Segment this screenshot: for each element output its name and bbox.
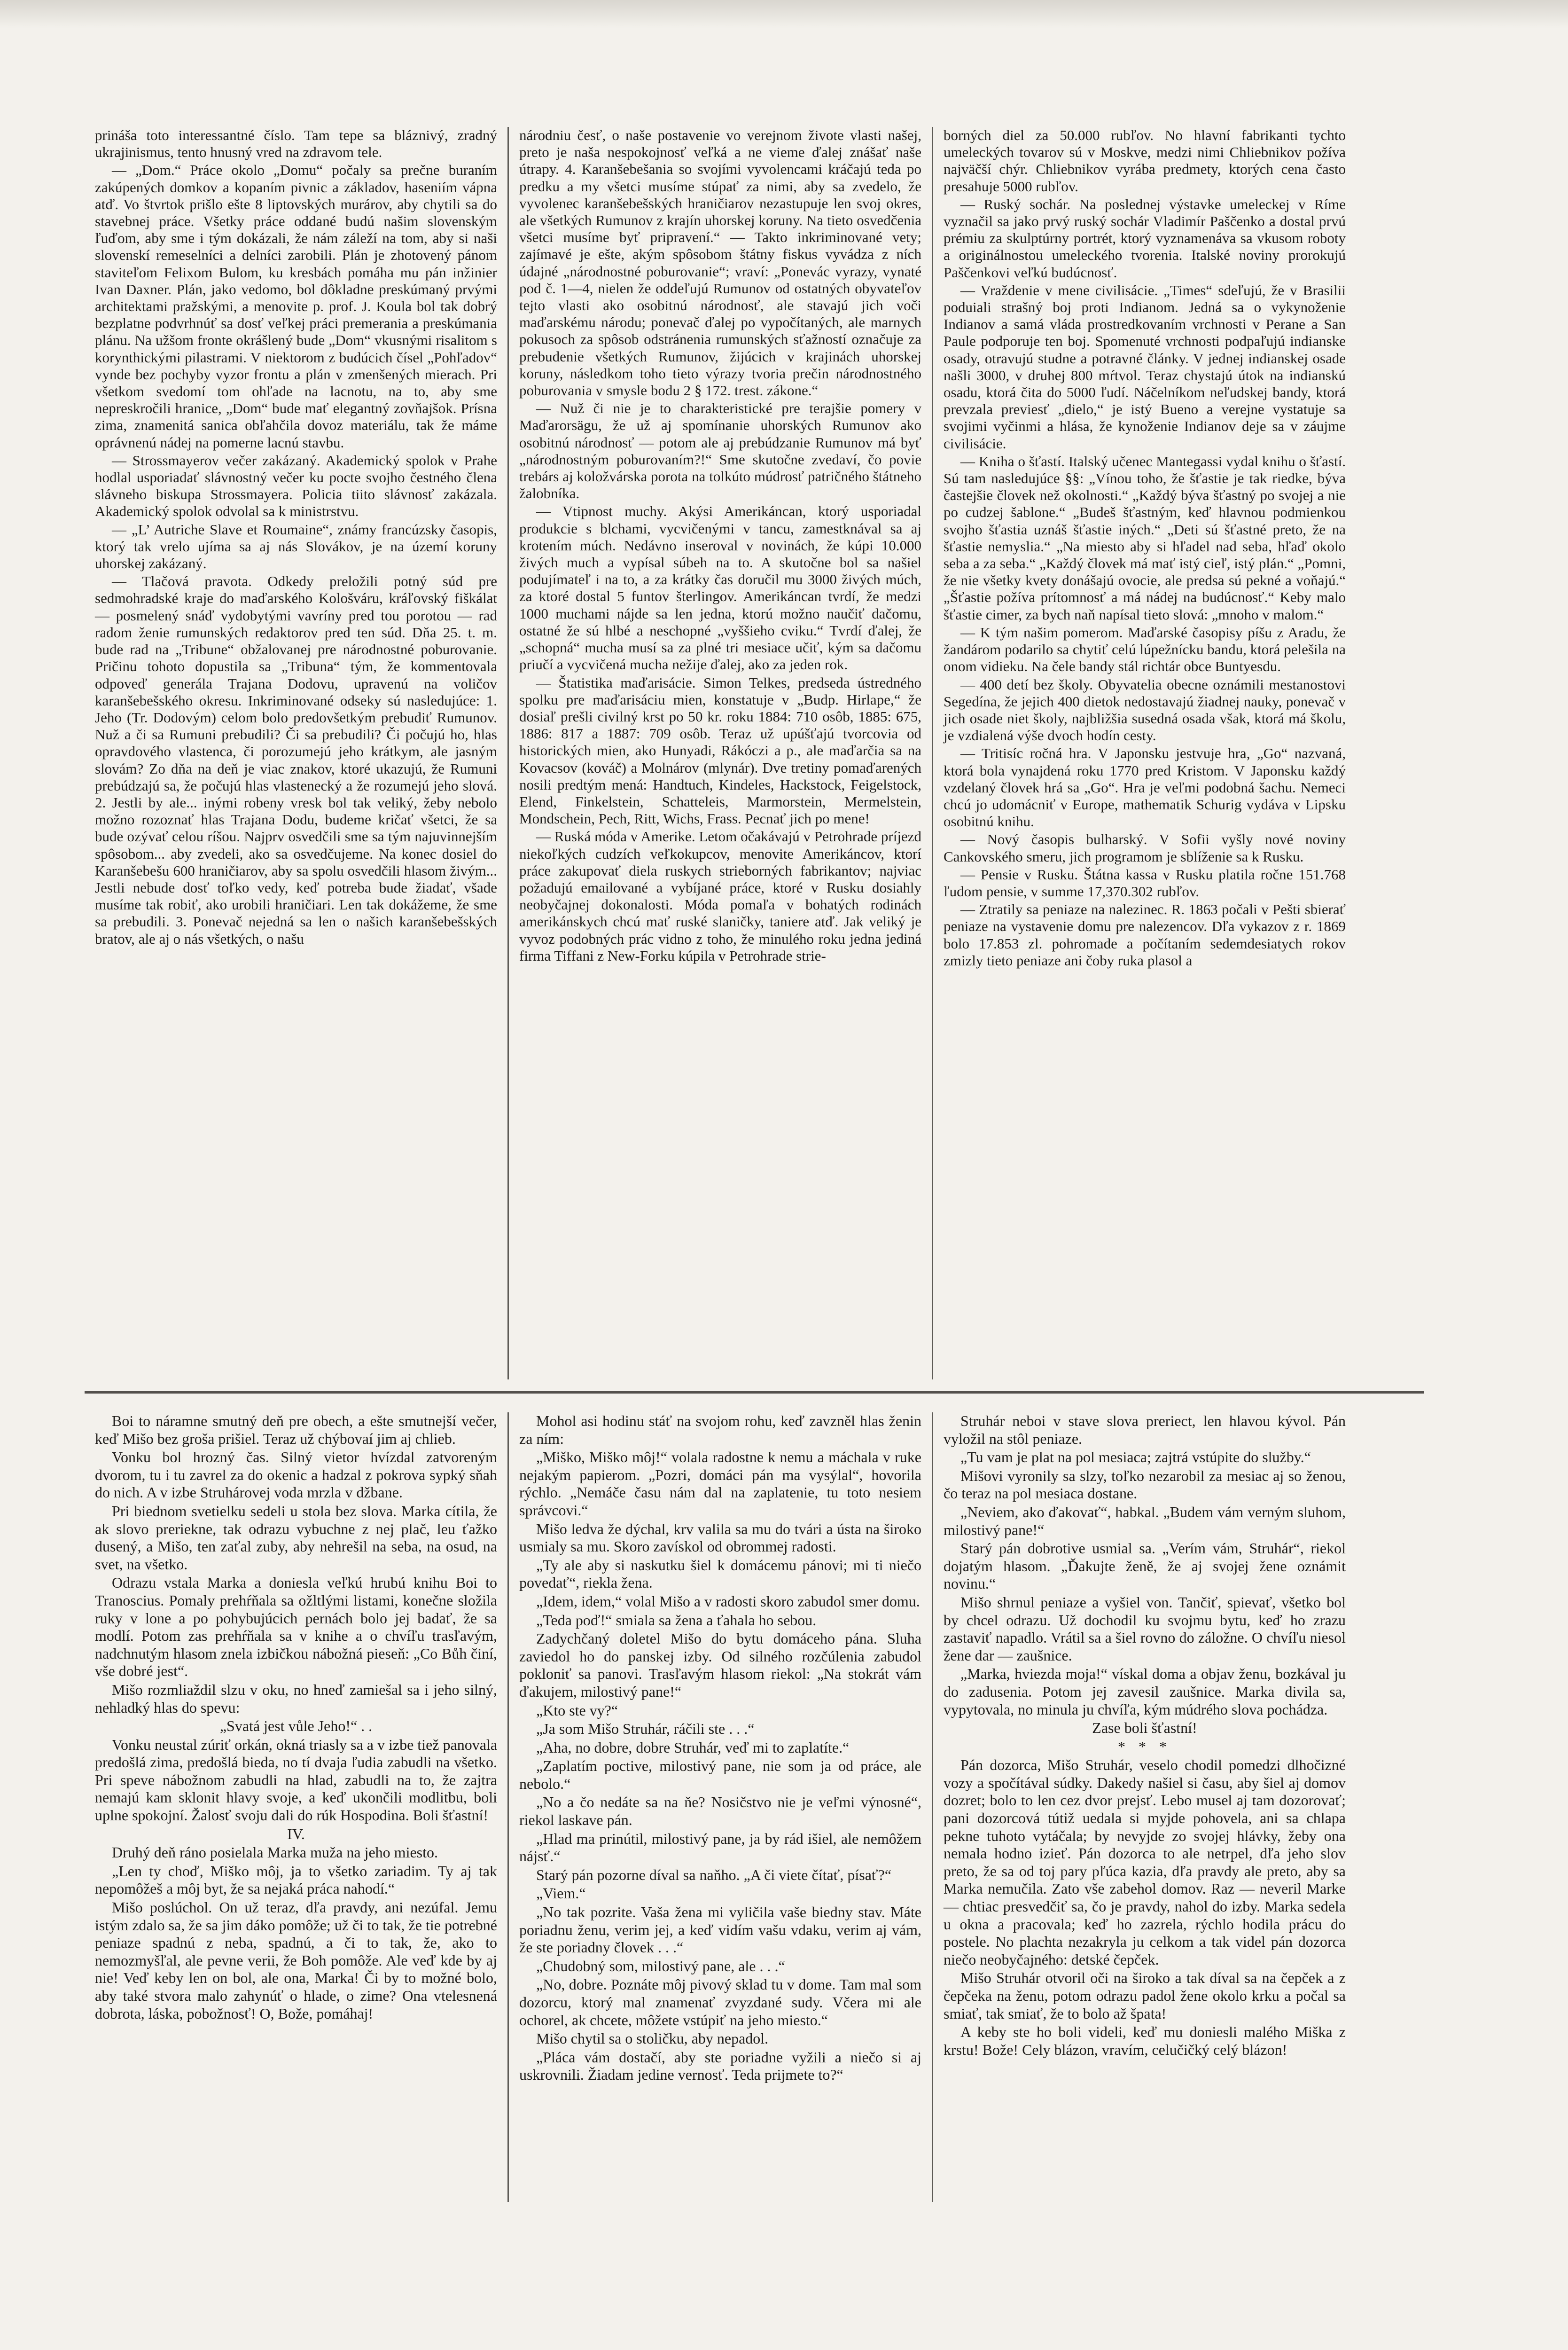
paragraph: „Teda poď!“ smiala sa žena a ťahala ho sebou. <box>536 1611 817 1629</box>
paragraph: Mišo chytil sa o stoličku, aby nepadol. <box>536 2030 769 2047</box>
paragraph: Pri biednom svetielku sedeli u stola bez slova. Marka cítila, že ak slovo prerieknе, tak odrazu vybuchne z nej plač, leu ťažko dusený, a Mišo, ten zaťal zuby, aby nehrešil na seba, na osud, na svet, na všetko. <box>95 1502 497 1573</box>
paragraph: Mohol asi hodinu stáť na svojom rohu, keď zavzněl hlas ženin za ním: <box>519 1412 921 1447</box>
paragraph: „Ja som Mišo Struhár, ráčili ste . . .“ <box>536 1720 755 1738</box>
paragraph: „Marka, hviezda moja!“ vískal doma a objav ženu, bozkával ju do zadusenia. Potom jej zavesil zaušnice. Marka divila sa, vypytovala, no minula ju chvíľa, kým múdrého slova pochádza. <box>944 1665 1346 1718</box>
paragraph: „Pláca vám dostačí, aby ste poriadne vyžili a niečo si aj uskrovnili. Žiadam jedine vernosť. Teda prijmete to?“ <box>519 2048 921 2084</box>
paragraph: Mišo shrnul peniaze a vyšiel von. Tančiť, spievať, všetko bol by chcel odrazu. Už dochodil ku svojmu bytu, keď ho zrazu zastaviť napadlo. Vrátil sa a šiel rovno do záložne. O chvíľu niesol žene dar — zaušnice. <box>944 1593 1346 1664</box>
section-divider <box>85 1391 1424 1394</box>
paragraph: — Tlačová pravota. Odkedy preložili potný súd pre sedmohradské kraje do maďarského Kološváru, kráľovský fiškálat — posmelený snáď vydobytými vavríny pred tou porotou — rad radom ženie rumunských redaktorov pred ten súd. Dňa 25. t. m. bude rad na „Tribune“ obžalovanej pre národnostné poburovanie. Pričinu tohoto dopustila sa „Tribuna“ tým, že kommentovala odpoveď generála Trajana Dodovu, upravenú na voličov karanšebešského okresu. Inkriminované odseky sú nasledujúce: 1. Jeho (Tr. Dodovým) celom bolo predovšetkým prebudiť Rumunov. Nuž a či sa Rumuni prebudili? Či sa prebudili? Či počujú ho, hlas opravdového vlastenca, či porozumejú jeho krátkym, ale jasným slovám? Zo dňa na deň je viac znakov, ktoré ukazujú, že Rumuni prebúdzajú sa, že počujú hlas vlastenecký a že rozumejú jeho slová. 2. Jestli by ale... inými robeny vresk bol tak veliký, žeby nebolo možno rozoznať hlas Trajana Dodu, budeme kričať všetci, že sa bude ozývať celou ríšou. Najprv osvedčili sme sa tým najuvinnejším spôsobom... aby zvedeli, ako sa osvedčujeme. Na konec dosiel do Karanšebešu 600 hraničiarov, aby sa spolu osvedčili hlasom živým... Jestli nebude dosť toľko vedy, keď potreba bude žiadať, všade musíme tak robiť, ako urobili hraničiari. Len tak dokážeme, že sme sa prebudili. 3. Ponevač nejedná sa len o našich karanšebešských bratov, ale aj o nás všetkých, o našu <box>95 573 497 947</box>
paragraph: — Strossmayerov večer zakázaný. Akademický spolok v Prahe hodlal usporiadať slávnostný večer ku pocte svojho čestného člena slávneho biskupa Strossmayera. Policia tiito slávnosť zakázala. Akademický spolok odvolal sa k ministrstvu. <box>95 452 497 520</box>
news-section <box>85 127 1424 1379</box>
paragraph: A keby ste ho boli videli, keď mu doniesli malého Miška z krstu! Bože! Cely blázon, vravím, celučičký celý blázon! <box>944 2023 1346 2058</box>
paragraph: — „L’ Autriche Slave et Roumaine“, známy francúzsky časopis, ktorý tak vrelo ujíma sa aj nás Slovákov, je na území koruny uhorskej zakázaný. <box>95 521 497 572</box>
paragraph: — Ztratily sa peniaze na nalezinec. R. 1863 počali v Pešti sbierať peniaze na vystavenie domu pre nalezencov. Dľa vykazov z r. 1869 bolo 17.853 zl. pohromade a počítaním sedemdesiatych rokov zmizly tieto peniaze ani čoby ruka plasol a <box>944 901 1346 969</box>
paragraph: „Tu vam je plat na pol mesiaca; zajtrá vstúpite do služby.“ <box>960 1449 1311 1466</box>
paragraph: „Ty ale aby si naskutku šiel k domácemu pánovi; mi ti niečo povedať“, riekla žena. <box>519 1556 921 1591</box>
paragraph: — Tritisíc ročná hra. V Japonsku jestvuje hra, „Go“ nazvaná, ktorá bola vynajdená roku 1770 pred Kristom. V Japonsku každý vzdelaný človek hrá sa „Go“. Hra je veľmi podobná šachu. Nemeci chcú jo udomácniť v Europe, mathematik Schurig vydáva v Lipsku osobitnú knihu. <box>944 745 1346 830</box>
story-column-2 <box>509 1412 932 2202</box>
paragraph: Zase boli šťastní! <box>1092 1719 1197 1737</box>
paragraph: Mišo Struhár otvoril oči na široko a tak díval sa na čepček a z čepčeka na ženu, potom odrazu padol žene okolo krku a počal sa smiať, tak smiať, že to bolo až špata! <box>944 1969 1346 2022</box>
paragraph: Mišo ledva že dýchal, krv valila sa mu do tvári a ústa na široko usmialy sa mu. Skoro zavískol od obrommej radosti. <box>519 1520 921 1555</box>
newspaper-page <box>85 127 1424 2204</box>
paragraph: Mišo rozmliaždil slzu v oku, no hneď zamiešal sa i jeho silný, nehladký hlas do spevu: <box>95 1681 497 1716</box>
paragraph: „No, dobre. Poznáte môj pivový sklad tu v dome. Tam mal som dozorcu, ktorý mal znamenať zvyzdané sudy. Včera mi ale ochorel, ak chcete, môžete vstúpiť na jeho miesto.“ <box>519 1976 921 2029</box>
news-column-3 <box>933 127 1356 1379</box>
paragraph: Zadychčaný doletel Mišo do bytu domáceho pána. Sluha zaviedol ho do panskej izby. Od silného rozčúlenia zabudol pokloniť sa panovi. Trasľavým hlasom riekol: „Na stokrát vám ďakujem, milostivý pane!“ <box>519 1630 921 1700</box>
paragraph: národniu česť, o naše postavenie vo verejnom živote vlasti našej, preto je naša nespokojnosť veľká a ne vieme ďalej znášať naše útrapy. 4. Karanšebešania so svojími vyvolencami kráčajú teda po predku a my všetci musíme stúpať za nimi, aby sa zvedelo, že vyvolenec karanšebešských hraničiarov nezastupuje len svoj okres, ale všetkých Rumunov z krajín uhorskej koruny. Na tieto osvedčenia všetci musíme byť pripravení.“ — Takto inkriminované vety; zajímavé je ešte, akým spôsobom štátny fiskus vyvádza z ních údajné „národnostné poburovanie“; vraví: „Ponevác vyrazy, vynaté pod č. 1—4, nielen že oddeľujú Rumunov od ostatných obyvateľov tejto vlasti ako osobitnú národnosť, ale stavajú jich voči maďarskému národu; ponevač ďalej po vypočítaných, ale marnych pokusoch za spôsob odstránenia rumunských sťažností označuje za prebudenie všetkých Rumunov, žijúcich v krajinách uhorskej koruny, následkom toho tieto výrazy tvoria prečin národnostného poburovania v smysle bodu 2 § 172. trest. zákone.“ <box>519 127 921 399</box>
paragraph: Druhý deň ráno posielala Marka muža na jeho miesto. <box>112 1844 438 1861</box>
paragraph: — Vtipnost muchy. Akýsi Amerikáncan, ktorý usporiadal produkcie s blchami, vycvičenými v tancu, zamestknával sa aj krotením múch. Nedávno inseroval v novinách, že kúpi 10.000 živých much a vypísal súbeh na to. A skutočne bol sa našiel podujímateľ i na to, a za krátky čas doručil mu 3000 živých múch, za ktoré dostal 5 funtov šterlingov. Amerikáncan tvrdí, že medzi 1000 muchami nájde sa len jedna, ktorú možno naučiť dačomu, ostatné že sú hlbé a neschopné „vyššieho cviku.“ Tvrdí ďalej, že „schopná“ mucha musí sa za plné tri mesiace učiť, kým sa dačomu priučí a vycvičená mucha nežije ďalej, ako za jeden rok. <box>519 503 921 673</box>
paragraph: Vonku bol hrozný čas. Silný vietor hvízdal zatvoreným dvorom, tu i tu zavrel za do okenic a hadzal z pokrova sypký sňah do nich. A v izbe Struhárovej voda mrzla v džbane. <box>95 1449 497 1501</box>
paragraph: „Viem.“ <box>536 1885 586 1902</box>
paragraph: Starý pán dobrotive usmial sa. „Verím vám, Struhár“, riekol dojatým hlasom. „Ďakujte ženě, že aj svojej žene oznámit novinu.“ <box>944 1540 1346 1592</box>
paragraph: Boi to náramne smutný deň pre obech, a ešte smutnejší večer, keď Mišo bez groša prišiel. Teraz už chýbovaí jim aj chlieb. <box>95 1412 497 1447</box>
paragraph: — Kniha o šťastí. Italský učenec Mantegassi vydal knihu o šťastí. Sú tam nasledujúce §§: „Vínou toho, že šťastie je tak riedke, býva častejšie človek než okolnosti.“ „Každý býva šťastný po svojej a nie po cudzej šablone.“ „Budeš šťastným, keď hlavnou podmienkou svojho šťastia uznáš šťastie iných.“ „Deti sú šťastné preto, že na šťastie nemyslia.“ „Na miesto aby si hľadel nad seba, hľaď okolo seba a za seba.“ „Každý človek má mať istý cieľ, istý plán.“ „Pomni, že nie všetky kvety donášajú ovocie, ale predsa sú pekné a voňajú.“ „Šťastie požíva prítomnosť a má nádej na budúcnosť.“ Keby malo šťastie cimer, za bych naň napísal tieto slová: „mnoho v malom.“ <box>944 453 1346 623</box>
paragraph: „Miško, Miško môj!“ volala radostne k nemu a máchala v ruke nejakým papierom. „Pozri, domáci pán ma vysýlal“, hovorila rýchlo. „Nemáče času nám dal na zaplatenie, tu toto nesiem správcovi.“ <box>519 1449 921 1519</box>
paragraph: — Ruská móda v Amerike. Letom očakávajú v Petrohrade príjezd niekoľkých cudzích veľkokupcov, menovite Amerikáncov, ktorí práce zakupovať diela ruskych strieborných fabrikantov; najviac požadujú emailované a vybíjané práce, ktoré v Rusku dosiahly neobyčajnej dokonalosti. Móda pomaľa v bohatých rodinách amerikánskych chcú mať ruské slaničky, taniere atď. Jak veliký je vyvoz podobných prác vidno z toho, že minulého roku jedna jediná firma Tiffani z New-Forku kúpila v Petrohrade strie- <box>519 828 921 964</box>
paragraph: „No tak pozrite. Vaša žena mi vyličila vaše biedny stav. Máte poriadnu ženu, verim jej, a keď vidím vašu vdaku, verim aj vám, že ste poriadny človek . . .“ <box>519 1904 921 1956</box>
paragraph: „Idem, idem,“ volal Mišo a v radosti skoro zabudol smer domu. <box>536 1592 920 1610</box>
paragraph: Odrazu vstala Marka a doniesla veľkú hrubú knihu Boi to Tranoscius. Pomaly prehŕňala sa ožltlými listami, konečne složila ruky v lone a po pohybujúcich pernách bolo jej badať, že sa modlí. Potom zas prehŕňala sa v knihe a o chvíľu trasľavým, nadchnutým hlasom znela izbičkou nábožná pieseň: „Co Bůh činí, vše dobré jest“. <box>95 1574 497 1680</box>
paragraph: — Vraždenie v mene civilisácie. „Times“ sdeľujú, že v Brasilii poduiali strašný boj proti Indianom. Jedná sa o vykynoženie Indianov a samá vláda prostredkovaním vrchnosti v Perane a San Paule podporuje ten boj. Spomenuté vrchnosti podpaľujú indianske osady, otravujú studne a potravné články. V jednej indianskej osade našli 3000, v druhej 800 mŕtvol. Teraz chystajú útok na indianskú osadu, ktorá čita do 5000 ľudí. Náčelníkom neľudskej bandy, ktorá prevzala previesť „dielo,“ je istý Bueno a verejne vystatuje sa svojimi vyčinmi a hlása, že kynoženie Indianov deje sa v záujme civilisácie. <box>944 282 1346 452</box>
paragraph: Mišovi vyronily sa slzy, toľko nezarobil za mesiac aj so ženou, čo teraz na pol mesiaca dostane. <box>944 1467 1346 1502</box>
section-break-stars: * * * <box>1118 1738 1171 1755</box>
paragraph: borných diel za 50.000 rubľov. No hlavní fabrikanti tychto umeleckých tovarov sú v Moskve, medzi nimi Chliebnikov požíva najväčší chýr. Chliebnikov vyrába predmety, ktorých cena často presahuje 5000 rubľov. <box>944 127 1346 195</box>
paragraph: „No a čo nedáte sa na ňe? Nosičstvo nie je veľmi výnosné“, riekol laskave pán. <box>519 1794 921 1829</box>
paragraph: — K tým našim pomerom. Maďarské časopisy píšu z Aradu, že žandárom podarilo sa chytiť celú lúpežnícku bandu, ktorá pelešila na onom vidieku. Na čele bandy stál richtár obce Buntyesdu. <box>944 624 1346 675</box>
paragraph: „Chudobný som, milostivý pane, ale . . .“ <box>536 1957 785 1974</box>
paragraph: — Ruský sochár. Na poslednej výstavke umeleckej v Ríme vyznačil sa jako prvý ruský sochár Vladimír Paščenko a dostal prvú prémiu za skulptúrny portrét, ktorý vyznamenáva sa vkusom roboty a originálnostou umeleckého tvorenia. Italské noviny prorokujú Paščenkovi veľkú budúcnosť. <box>944 196 1346 281</box>
story-column-1 <box>85 1412 507 2202</box>
chapter-heading: IV. <box>287 1825 305 1842</box>
paragraph: — Štatistika maďarisácie. Simon Telkes, predseda ústredného spolku pre maďarisáciu mien, konstatuje v „Budp. Hirlape,“ že dosiaľ prešli civilný krst po 50 kr. roku 1884: 710 osôb, 1885: 675, 1886: 817 a 1887: 709 osôb. Teraz už upúšťajú tvorcovia od historických mien, ako Hunyadi, Rákóczi a p., ale maďarčia sa na Kovacsov (kováč) a Molnárov (mlynár). Dve tretiny pomaďarených nosili predtým mená: Handtuch, Kindeles, Hackstock, Feigelstock, Elend, Finkelstein, Schatteleis, Marmorstein, Mermelstein, Mondschein, Pech, Ritt, Wichs, Frass. Pecnať jich po mene! <box>519 674 921 827</box>
paragraph: „Len ty choď, Miško môj, ja to všetko zariadim. Ty aj tak nepomôžeš a môj byt, že sa nejaká práca nahodí.“ <box>95 1862 497 1897</box>
paragraph: Vonku neustal zúriť orkán, okná triasly sa a v izbe tiež panovala predošlá zima, predošlá bieda, no tí dvaja ľudia zabudli na všetko. Pri speve nábožnom zabudli na hlad, zabudli na to, že zajtra nemajú kam sklonit hlavy svoje, a keď ukončili modlitbu, boli uplne spokojní. Žalosť svoju dali do rúk Hospodina. Boli šťastní! <box>95 1736 497 1824</box>
paragraph: — Nový časopis bulharský. V Sofii vyšly nové noviny Cankovského smeru, jich programom je sblíženie sa k Rusku. <box>944 831 1346 865</box>
paragraph: Struhár neboi v stave slova preriect, len hlavou kývol. Pán vyložil na stôl peniaze. <box>944 1412 1346 1447</box>
page-top-shading <box>0 0 1568 28</box>
paragraph: Mišo poslúchol. On už teraz, dľa pravdy, ani nezúfal. Jemu istým zdalo sa, že sa jim dáko pomôže; už či to tak, že tie potrebné peniaze spadnú z neba, spadnú, a či to tak, že, ako to nemozmyšľal, ale pevne verii, že Boh pomôže. Ale veď kde by aj nie! Veď keby len on bol, ale ona, Marka! Či by to možné bolo, aby také stvora malo zahynúť o hlade, o zime? Ona vtelesnená dobrota, láska, pobožnosť! O, Bože, pomáhaj! <box>95 1899 497 2022</box>
paragraph: „Hlad ma prinútil, milostivý pane, ja by rád išiel, ale nemôžem nájsť.“ <box>519 1830 921 1865</box>
paragraph: „Aha, no dobre, dobre Struhár, veď mi to zaplatíte.“ <box>536 1739 850 1756</box>
story-column-3 <box>933 1412 1356 2202</box>
news-column-2 <box>509 127 932 1379</box>
paragraph: „Neviem, ako ďakovať“, habkal. „Budem vám verným sluhom, milostivý pane!“ <box>944 1503 1346 1538</box>
paragraph: „Zaplatím poctive, milostivý pane, nie som ja od práce, ale nebolo.“ <box>519 1757 921 1792</box>
paragraph: — „Dom.“ Práce okolo „Domu“ počaly sa prečne buraním zakúpených domkov a kopaním pivnic a základov, haseniím vápna atď. Vo štvrtok prišlo ešte 8 liptovských murárov, aby chytili sa do stavebnej práce. Všetky práce oddané budú našim slovenským ľuďom, aby sme i tým dokázali, že nám záleží na tom, aby si naši slovenskí remeselníci a delníci zarobili. Plán je zhotovený pánom staviteľom Felixom Bulom, ku kresbách pomáha mu pán inžinier Ivan Daxner. Plán, jako vedomo, bol dôkladne preskúmaný prvými architektami pražskými, a menovite p. prof. J. Koula bol tak dobrý bezplatne podvrhnúť sa dosť veľkej práci premerania a preskúmania plánu. Na užšom fronte okrášlený bude „Dom“ vkusnými risalitom s korynthickými pilastrami. V niektorom z budúcich čísel „Pohľadov“ vynde bez pochyby vyzor frontu a plán v zmenšených mierach. Pri všetkom svedomí tom ohľade na lacnotu, na to, aby sme nepreskročili hranice, „Dom“ bude mať elegantný zovňajšok. Prísna zima, znamenitá sanica obľahčila dovoz materiálu, tak že máme oprávnenú nádej na pomerne lacnú stavbu. <box>95 162 497 451</box>
news-column-1 <box>85 127 507 1379</box>
paragraph: — Pensie v Rusku. Štátna kassa v Rusku platila ročne 151.768 ľudom pensie, v summe 17,370.302 rubľov. <box>944 866 1346 900</box>
feuilleton-section <box>85 1412 1424 2202</box>
song-line: „Svatá jest vůle Jeho!“ . . <box>219 1717 373 1735</box>
paragraph: Pán dozorca, Mišo Struhár, veselo chodil pomedzi dlhočizné vozy a spočítával súdky. Dakedy našiel si času, aby šiel aj domov dozret; bolo to len cez dvor prejsť. Lebo musel aj tam dozorovať; pani dozorcová tútiž uedala si myjde pohovela, ani sa chlapa pekne tuhoto vytáčala; by nevyjde zo svojej hlávky, žeby ona nemala hodno izieť. Pán dozorca to ale netrpel, dľa jeho slov preto, že sa od toj pary pľúca kazia, dľa pravdy ale preto, aby sa Marka nemučila. Zato vše zabehol domov. Raz — neveril Marke — chtiac presvedčiť sa, čo je pravdy, nahol do izby. Marka sedela u okna a pracovala; keď ho zazrela, rýchlo hodila prácu do postele. No plachta nezakryla ju celkom a tak videl pán dozorca niečo neobyčajného: detské čepček. <box>944 1756 1346 1968</box>
paragraph: Starý pán pozorne díval sa naňho. „A či viete čítať, písať?“ <box>536 1866 891 1883</box>
paragraph: „Kto ste vy?“ <box>536 1701 618 1719</box>
paragraph: prináša toto interessantné číslo. Tam tepe sa bláznivý, zradný ukrajinismus, tento hnusný vred na zdravom tele. <box>95 127 497 161</box>
paragraph: — 400 detí bez školy. Obyvatelia obecne oznámili mestanostovi Segedína, že jejich 400 dietok nedostavajú žiadnej nauky, ponevač v jich osade niet školy, najbližšia susedná osada však, ktorá má školu, je vzdialená výše dvoch hodín cesty. <box>944 676 1346 744</box>
paragraph: — Nuž či nie je to charakteristické pre terajšie pomery v Maďarorsägu, že už aj spomínanie uhorských Rumunov ako osobitnú národnosť — potom ale aj prebúdzanie Rumunov má byť „národnostným poburovaním?!“ Sme skutočne zvedaví, čo povie trebárs aj koložvárska porota na tolkúto múdrosť patričného štátneho žalobníka. <box>519 400 921 502</box>
